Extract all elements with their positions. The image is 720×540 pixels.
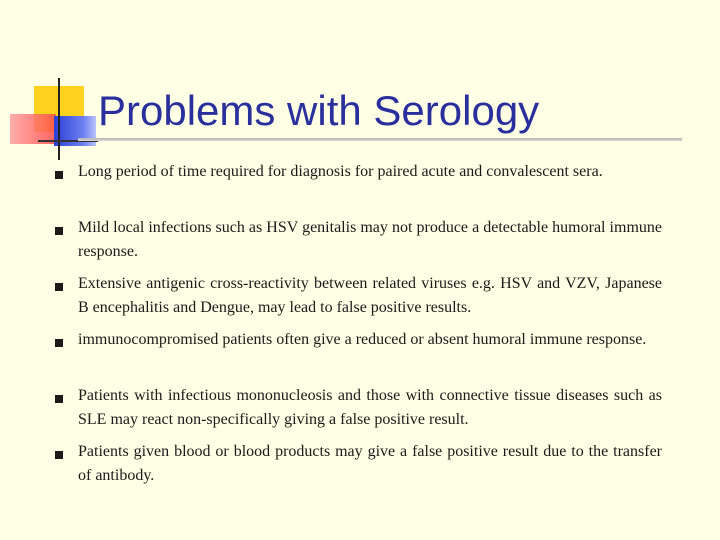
slide-title: Problems with Serology (98, 87, 540, 134)
bullet-square-icon (55, 171, 63, 179)
bullet-text: immunocompromised patients often give a reduced or absent humoral immune response. (78, 331, 647, 348)
bullet-text: Mild local infections such as HSV genitalis may not produce a detectable humoral immune response. (78, 219, 662, 260)
bullet-square-icon (55, 227, 63, 235)
bullet-square-icon (55, 339, 63, 347)
bullet-square-icon (55, 451, 63, 459)
bullet-text: Extensive antigenic cross-reactivity between related viruses e.g. HSV and VZV, Japanese B encephalitis and Dengue, may lead to false positive results. (78, 275, 662, 316)
bullet-text: Patients given blood or blood products may give a false positive result due to the transfer of antibody. (78, 443, 662, 484)
bullet-square-icon (55, 395, 63, 403)
bullet-text: Patients with infectious mononucleosis and those with connective tissue diseases such as SLE may react non-specifically giving a false positive result. (78, 387, 662, 428)
logo-vertical-line (58, 78, 60, 160)
bullet-square-icon (55, 283, 63, 291)
bullet-text: Long period of time required for diagnosis for paired acute and convalescent sera. (78, 163, 603, 180)
title-underline (78, 138, 682, 141)
